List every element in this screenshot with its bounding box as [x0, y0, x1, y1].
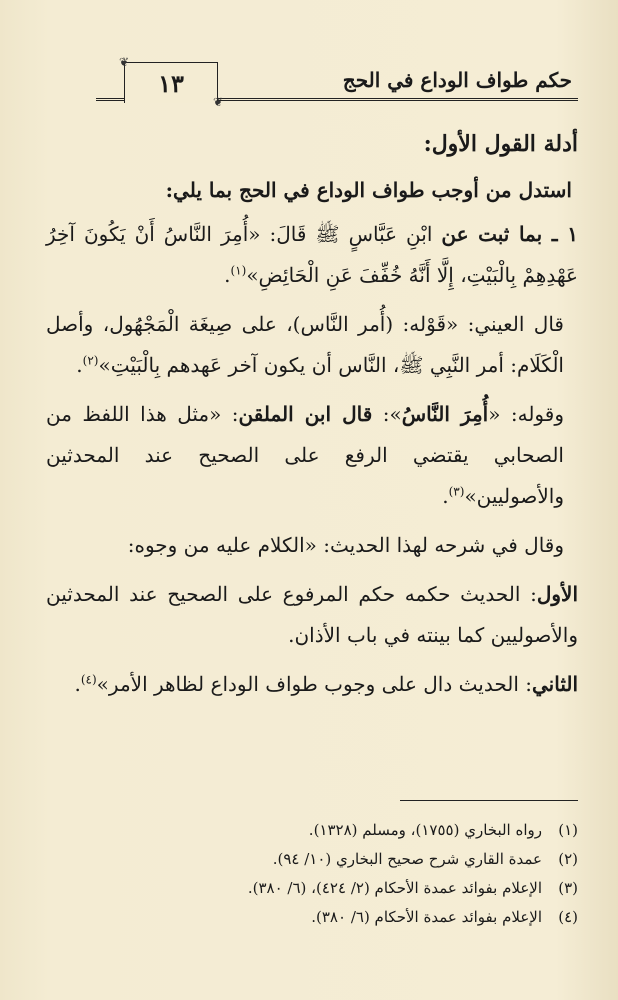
- running-title: حكم طواف الوداع في الحج: [342, 68, 572, 92]
- main-text: [46, 126, 578, 713]
- page-number: ١٣: [158, 68, 184, 98]
- page-header: [96, 55, 578, 109]
- paragraph-4-text: وقال في شرحه لهذا الحديث: «الكلام عليه من وجوه:: [127, 533, 564, 557]
- footnote-ref-1[interactable]: (١): [230, 263, 247, 278]
- paragraph-1: [46, 214, 578, 296]
- paragraph-2-end: .: [76, 353, 83, 377]
- footnote-text: الإعلام بفوائد عمدة الأحكام (٢/ ٤٢٤)، (٦/ ٣٨٠).: [247, 879, 542, 897]
- paragraph-3-a: وقوله: «: [488, 402, 564, 426]
- paragraph-1-text: ابْنِ عَبَّاسٍ ﷺ قَالَ: «أُمِرَ النَّاسُ أَنْ يَكُونَ آخِرُ عَهْدِهِمْ بِالْبَيْتِ، إِلَّا أَنَّهُ خُفِّفَ عَنِ الْحَائِضِ»: [46, 222, 578, 287]
- paragraph-3-end: .: [442, 484, 449, 508]
- footnote-number: (٣): [558, 879, 578, 897]
- section-heading: أدلة القول الأول:: [423, 131, 578, 157]
- footnote-text: رواه البخاري (١٧٥٥)، ومسلم (١٣٢٨).: [308, 821, 542, 839]
- footnotes: [46, 816, 578, 932]
- paragraph-3-quote: أُمِرَ النَّاسُ: [401, 402, 489, 426]
- paragraph-1-lead: ١ ـ بما ثبت عن: [441, 222, 578, 246]
- footnote-number: (٢): [558, 850, 578, 868]
- footnote-ref-4[interactable]: (٤): [80, 672, 97, 687]
- page-number-frame: [119, 55, 223, 109]
- paragraph-3-author: قال ابن الملقن: [238, 402, 373, 426]
- paragraph-2-text: قال العيني: «قَوْله: (أُمر النَّاس)، على صِيغَة الْمَجْهُول، وأصل الْكَلَام: أمر النَّبِي ﷺ، النَّاس أن يكون آخر عَهدهم بِالْبَيْتِ»: [46, 312, 564, 377]
- paragraph-3-text: : «مثل هذا اللفظ من الصحابي يقتضي الرفع على الصحيح عند المحدثين والأصوليين»: [46, 402, 564, 508]
- paragraph-1-end: .: [224, 263, 231, 287]
- paragraph-3: [46, 394, 578, 517]
- paragraph-5: [46, 574, 578, 656]
- paragraph-6: [46, 664, 578, 705]
- footnote-4: [46, 903, 578, 932]
- footnote-text: عمدة القاري شرح صحيح البخاري (١٠/ ٩٤).: [272, 850, 542, 868]
- footnote-number: (٤): [558, 908, 578, 926]
- footnote-1: [46, 816, 578, 845]
- footnote-3: [46, 874, 578, 903]
- paragraph-2: [46, 304, 578, 386]
- footnote-2: [46, 845, 578, 874]
- footnote-ref-3[interactable]: (٣): [448, 484, 465, 499]
- paragraph-6-text: : الحديث دال على وجوب طواف الوداع لظاهر الأمر»: [96, 672, 532, 696]
- paragraph-5-text: : الحديث حكمه حكم المرفوع على الصحيح عند المحدثين والأصوليين كما بينته في باب الأذان.: [46, 582, 578, 647]
- footnote-separator: [400, 800, 578, 801]
- footnote-text: الإعلام بفوائد عمدة الأحكام (٦/ ٣٨٠).: [311, 908, 542, 926]
- footnote-number: (١): [558, 821, 578, 839]
- paragraph-6-label: الثاني: [531, 672, 578, 696]
- paragraph-6-end: .: [74, 672, 81, 696]
- paragraph-4: [46, 525, 578, 566]
- paragraph-3-c: »:: [372, 402, 402, 426]
- paragraph-5-label: الأول: [536, 582, 578, 606]
- ornament-top-left-icon: ❦: [119, 55, 130, 69]
- ornament-bottom-right-icon: ❦: [212, 95, 223, 109]
- section-subheading: استدل من أوجب طواف الوداع في الحج بما يلي:: [165, 178, 572, 202]
- footnote-ref-2[interactable]: (٢): [82, 353, 99, 368]
